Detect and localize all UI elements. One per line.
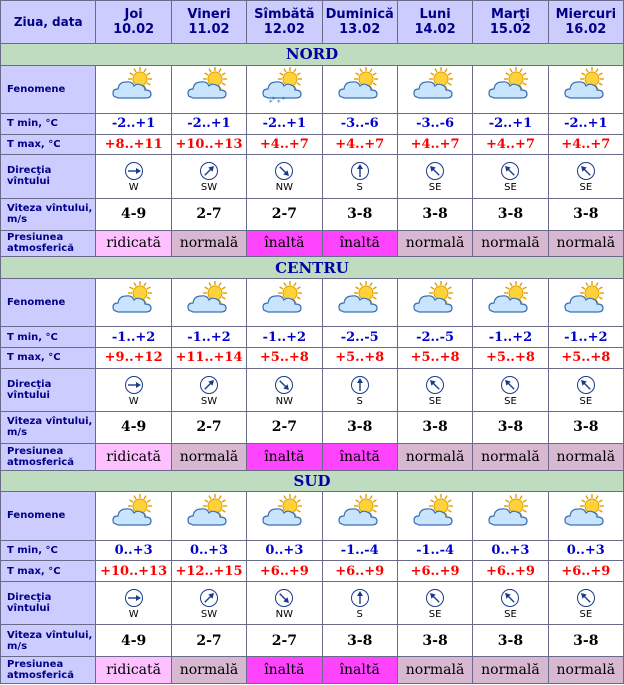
tmin-value: -2..+1	[96, 114, 171, 135]
wind-speed-value: 3-8	[322, 625, 397, 657]
wind-direction-label: SE	[504, 182, 517, 194]
pressure-value: normală	[397, 443, 472, 470]
wind-direction-label: S	[356, 609, 363, 621]
wind-direction-cell	[171, 155, 246, 198]
pressure-value: normală	[473, 230, 548, 257]
tmax-value: +4..+7	[247, 134, 322, 155]
region-title: CENTRU	[1, 257, 624, 279]
day-date: 10.02	[113, 22, 155, 37]
wind-direction-row	[1, 581, 624, 624]
wind-speed-row	[1, 198, 624, 230]
weather-cell	[322, 65, 397, 113]
weather-cell	[171, 492, 246, 540]
tmin-value: -2..-5	[322, 327, 397, 348]
wind-speed-value: 3-8	[548, 198, 623, 230]
phenomena-row	[1, 278, 624, 326]
pressure-value: ridicată	[96, 443, 171, 470]
wind-direction-label: SW	[200, 395, 218, 407]
tmax-row	[1, 561, 624, 582]
wind-direction-cell	[171, 368, 246, 411]
sun-cloud-snow-icon	[260, 67, 308, 107]
pressure-value: normală	[473, 443, 548, 470]
sun-cloud-icon	[336, 67, 384, 107]
wind-speed-value: 2-7	[247, 411, 322, 443]
weather-cell	[548, 492, 623, 540]
wind-direction-row	[1, 155, 624, 198]
sun-cloud-icon	[486, 281, 534, 321]
sun-cloud-icon	[185, 67, 233, 107]
day-name: Sîmbătă	[254, 7, 315, 22]
day-name: Luni	[419, 7, 451, 22]
svg-text:*: *	[269, 99, 273, 108]
wind-speed-value: 4-9	[96, 411, 171, 443]
sun-cloud-icon	[336, 494, 384, 534]
svg-text:*: *	[282, 96, 286, 105]
pressure-value: înaltă	[322, 230, 397, 257]
wind-speed-value: 3-8	[397, 411, 472, 443]
wind-direction-label: SE	[579, 609, 593, 621]
wind-direction-cell	[96, 155, 171, 198]
wind-direction-cell	[247, 581, 322, 624]
sun-cloud-icon	[185, 494, 233, 534]
wind-direction-label: SE	[428, 182, 442, 194]
wind-speed-value: 3-8	[548, 625, 623, 657]
wind-compass-icon	[350, 375, 370, 395]
day-header	[322, 1, 397, 44]
wind-direction-cell	[548, 368, 623, 411]
weather-cell	[397, 492, 472, 540]
tmax-value: +8..+11	[96, 134, 171, 155]
pressure-row	[1, 230, 624, 257]
pressure-value: normală	[397, 657, 472, 684]
wind-direction-cell	[397, 368, 472, 411]
tmin-value: -1..+2	[247, 327, 322, 348]
day-name: Duminică	[325, 7, 394, 22]
row-label: T min, °C	[1, 327, 96, 348]
sun-cloud-icon	[110, 281, 158, 321]
wind-compass-icon	[199, 161, 219, 181]
pressure-value: normală	[548, 657, 623, 684]
wind-speed-value: 2-7	[171, 411, 246, 443]
weather-cell	[548, 278, 623, 326]
wind-compass-icon	[274, 588, 294, 608]
weather-cell	[548, 65, 623, 113]
pressure-value: normală	[397, 230, 472, 257]
sun-cloud-icon	[562, 494, 610, 534]
wind-direction-cell	[473, 155, 548, 198]
row-label: Direcţia vîntului	[1, 368, 96, 411]
tmin-value: -2..+1	[171, 114, 246, 135]
pressure-value: normală	[473, 657, 548, 684]
wind-direction-label: NW	[275, 609, 294, 621]
tmin-value: -1..-4	[397, 540, 472, 561]
wind-speed-row	[1, 625, 624, 657]
day-date: 15.02	[489, 22, 531, 37]
wind-direction-cell	[96, 368, 171, 411]
wind-compass-icon	[500, 375, 520, 395]
wind-compass-icon	[500, 161, 520, 181]
svg-text:*: *	[277, 99, 281, 108]
wind-direction-cell	[473, 581, 548, 624]
sun-cloud-icon	[336, 281, 384, 321]
wind-direction-cell	[397, 581, 472, 624]
tmin-value: -1..+2	[473, 327, 548, 348]
wind-direction-cell	[247, 155, 322, 198]
day-name: Miercuri	[555, 7, 617, 22]
region-row	[1, 257, 624, 279]
tmin-value: 0..+3	[171, 540, 246, 561]
tmin-value: -3..-6	[397, 114, 472, 135]
tmin-value: 0..+3	[247, 540, 322, 561]
wind-direction-cell	[473, 368, 548, 411]
tmin-value: -2..+1	[247, 114, 322, 135]
region-title: SUD	[1, 470, 624, 492]
weather-cell	[397, 278, 472, 326]
sun-cloud-icon	[562, 67, 610, 107]
tmax-value: +11..+14	[171, 347, 246, 368]
wind-speed-value: 3-8	[397, 625, 472, 657]
wind-direction-cell	[322, 581, 397, 624]
day-date: 13.02	[339, 22, 381, 37]
wind-direction-cell	[247, 368, 322, 411]
wind-speed-value: 3-8	[473, 198, 548, 230]
weather-cell	[247, 278, 322, 326]
wind-direction-cell	[322, 368, 397, 411]
sun-cloud-icon	[110, 494, 158, 534]
pressure-value: normală	[171, 230, 246, 257]
wind-compass-icon	[124, 161, 144, 181]
wind-compass-icon	[199, 375, 219, 395]
wind-direction-label: SW	[200, 609, 218, 621]
weather-cell	[397, 65, 472, 113]
wind-compass-icon	[425, 161, 445, 181]
wind-direction-label: NW	[275, 182, 294, 194]
tmin-value: -1..+2	[171, 327, 246, 348]
sun-cloud-icon	[260, 281, 308, 321]
weather-cell	[322, 278, 397, 326]
pressure-value: înaltă	[247, 657, 322, 684]
wind-compass-icon	[274, 375, 294, 395]
phenomena-row	[1, 65, 624, 113]
sun-cloud-icon	[260, 494, 308, 534]
tmin-row	[1, 327, 624, 348]
tmin-value: -2..-5	[397, 327, 472, 348]
wind-speed-value: 3-8	[473, 411, 548, 443]
wind-speed-value: 3-8	[397, 198, 472, 230]
pressure-value: normală	[548, 443, 623, 470]
wind-direction-label: SE	[504, 395, 517, 407]
tmax-value: +5..+8	[247, 347, 322, 368]
wind-direction-label: S	[356, 182, 363, 194]
tmax-row	[1, 134, 624, 155]
tmin-row	[1, 540, 624, 561]
wind-speed-value: 2-7	[247, 625, 322, 657]
wind-compass-icon	[425, 588, 445, 608]
sun-cloud-icon	[486, 67, 534, 107]
wind-direction-cell	[96, 581, 171, 624]
wind-speed-value: 3-8	[473, 625, 548, 657]
wind-compass-icon	[124, 588, 144, 608]
wind-speed-value: 3-8	[322, 411, 397, 443]
pressure-value: normală	[171, 443, 246, 470]
sun-cloud-icon	[411, 67, 459, 107]
wind-speed-value: 3-8	[322, 198, 397, 230]
header-row	[1, 1, 624, 44]
day-header	[171, 1, 246, 44]
sun-cloud-icon	[185, 281, 233, 321]
row-label: T max, °C	[1, 347, 96, 368]
wind-direction-label: SE	[504, 609, 517, 621]
wind-compass-icon	[199, 588, 219, 608]
weather-cell	[473, 492, 548, 540]
wind-direction-label: W	[128, 609, 139, 621]
pressure-value: înaltă	[322, 443, 397, 470]
row-label: Fenomene	[1, 492, 96, 540]
wind-speed-value: 2-7	[171, 198, 246, 230]
row-label: T max, °C	[1, 134, 96, 155]
wind-direction-label: NW	[275, 395, 294, 407]
region-title: NORD	[1, 44, 624, 66]
day-header	[247, 1, 322, 44]
row-label: Direcţia vîntului	[1, 581, 96, 624]
region-row	[1, 44, 624, 66]
wind-speed-value: 4-9	[96, 198, 171, 230]
wind-direction-label: S	[356, 395, 363, 407]
tmax-value: +6..+9	[473, 561, 548, 582]
wind-compass-icon	[576, 588, 596, 608]
wind-direction-label: SE	[428, 609, 442, 621]
day-date: 11.02	[188, 22, 230, 37]
tmin-value: -1..-4	[322, 540, 397, 561]
sun-cloud-icon	[411, 281, 459, 321]
tmin-value: -2..+1	[548, 114, 623, 135]
weather-cell	[322, 492, 397, 540]
wind-direction-label: SW	[200, 182, 218, 194]
tmax-value: +6..+9	[247, 561, 322, 582]
tmax-value: +9..+12	[96, 347, 171, 368]
tmin-value: 0..+3	[548, 540, 623, 561]
day-header	[473, 1, 548, 44]
weather-cell	[247, 492, 322, 540]
wind-compass-icon	[576, 161, 596, 181]
tmax-value: +12..+15	[171, 561, 246, 582]
row-label: T min, °C	[1, 540, 96, 561]
tmin-value: -1..+2	[96, 327, 171, 348]
wind-compass-icon	[274, 161, 294, 181]
wind-compass-icon	[350, 588, 370, 608]
tmax-value: +4..+7	[548, 134, 623, 155]
wind-direction-cell	[171, 581, 246, 624]
weather-cell	[473, 65, 548, 113]
phenomena-row	[1, 492, 624, 540]
wind-direction-label: SE	[579, 182, 593, 194]
tmax-value: +5..+8	[473, 347, 548, 368]
tmin-value: -1..+2	[548, 327, 623, 348]
corner-label: Ziua, data	[1, 1, 96, 44]
tmax-value: +5..+8	[548, 347, 623, 368]
sun-cloud-icon	[486, 494, 534, 534]
day-name: Joi	[124, 7, 143, 22]
row-label: Viteza vîntului, m/s	[1, 625, 96, 657]
weather-cell	[171, 278, 246, 326]
tmax-value: +4..+7	[473, 134, 548, 155]
tmax-value: +10..+13	[171, 134, 246, 155]
wind-direction-cell	[548, 581, 623, 624]
wind-direction-row	[1, 368, 624, 411]
wind-speed-value: 4-9	[96, 625, 171, 657]
weather-cell	[96, 492, 171, 540]
row-label: Presiunea atmosferică	[1, 443, 96, 470]
row-label: Presiunea atmosferică	[1, 657, 96, 684]
row-label: Direcţia vîntului	[1, 155, 96, 198]
day-date: 16.02	[565, 22, 607, 37]
day-name: Marţi	[491, 7, 530, 22]
wind-speed-value: 2-7	[247, 198, 322, 230]
tmin-row	[1, 114, 624, 135]
wind-direction-label: SE	[428, 395, 442, 407]
weather-cell	[96, 278, 171, 326]
wind-direction-cell	[397, 155, 472, 198]
pressure-row	[1, 443, 624, 470]
pressure-value: ridicată	[96, 230, 171, 257]
tmin-value: 0..+3	[473, 540, 548, 561]
tmax-row	[1, 347, 624, 368]
tmin-value: -2..+1	[473, 114, 548, 135]
wind-direction-cell	[548, 155, 623, 198]
wind-direction-label: W	[128, 395, 139, 407]
pressure-value: înaltă	[247, 230, 322, 257]
wind-speed-row	[1, 411, 624, 443]
row-label: Viteza vîntului, m/s	[1, 198, 96, 230]
pressure-row	[1, 657, 624, 684]
wind-direction-cell	[322, 155, 397, 198]
svg-text:*: *	[272, 96, 276, 105]
wind-direction-label: W	[128, 182, 139, 194]
row-label: T min, °C	[1, 114, 96, 135]
day-header	[397, 1, 472, 44]
weather-cell	[171, 65, 246, 113]
day-name: Vineri	[187, 7, 231, 22]
weather-cell	[96, 65, 171, 113]
region-row	[1, 470, 624, 492]
tmax-value: +6..+9	[548, 561, 623, 582]
row-label: Viteza vîntului, m/s	[1, 411, 96, 443]
wind-compass-icon	[425, 375, 445, 395]
row-label: Fenomene	[1, 278, 96, 326]
sun-cloud-icon	[411, 494, 459, 534]
wind-compass-icon	[500, 588, 520, 608]
pressure-value: înaltă	[247, 443, 322, 470]
tmax-value: +5..+8	[397, 347, 472, 368]
tmax-value: +6..+9	[397, 561, 472, 582]
pressure-value: ridicată	[96, 657, 171, 684]
weather-cell	[247, 65, 322, 113]
tmax-value: +5..+8	[322, 347, 397, 368]
tmin-value: 0..+3	[96, 540, 171, 561]
weather-cell	[473, 278, 548, 326]
day-date: 12.02	[263, 22, 305, 37]
day-date: 14.02	[414, 22, 456, 37]
day-header	[548, 1, 623, 44]
wind-compass-icon	[350, 161, 370, 181]
pressure-value: normală	[548, 230, 623, 257]
pressure-value: normală	[171, 657, 246, 684]
tmax-value: +10..+13	[96, 561, 171, 582]
wind-speed-value: 2-7	[171, 625, 246, 657]
wind-compass-icon	[124, 375, 144, 395]
tmin-value: -3..-6	[322, 114, 397, 135]
pressure-value: înaltă	[322, 657, 397, 684]
wind-compass-icon	[576, 375, 596, 395]
sun-cloud-icon	[110, 67, 158, 107]
tmax-value: +4..+7	[322, 134, 397, 155]
row-label: T max, °C	[1, 561, 96, 582]
tmax-value: +6..+9	[322, 561, 397, 582]
tmax-value: +4..+7	[397, 134, 472, 155]
sun-cloud-icon	[562, 281, 610, 321]
row-label: Presiunea atmosferică	[1, 230, 96, 257]
wind-direction-label: SE	[579, 395, 593, 407]
wind-speed-value: 3-8	[548, 411, 623, 443]
day-header	[96, 1, 171, 44]
row-label: Fenomene	[1, 65, 96, 113]
